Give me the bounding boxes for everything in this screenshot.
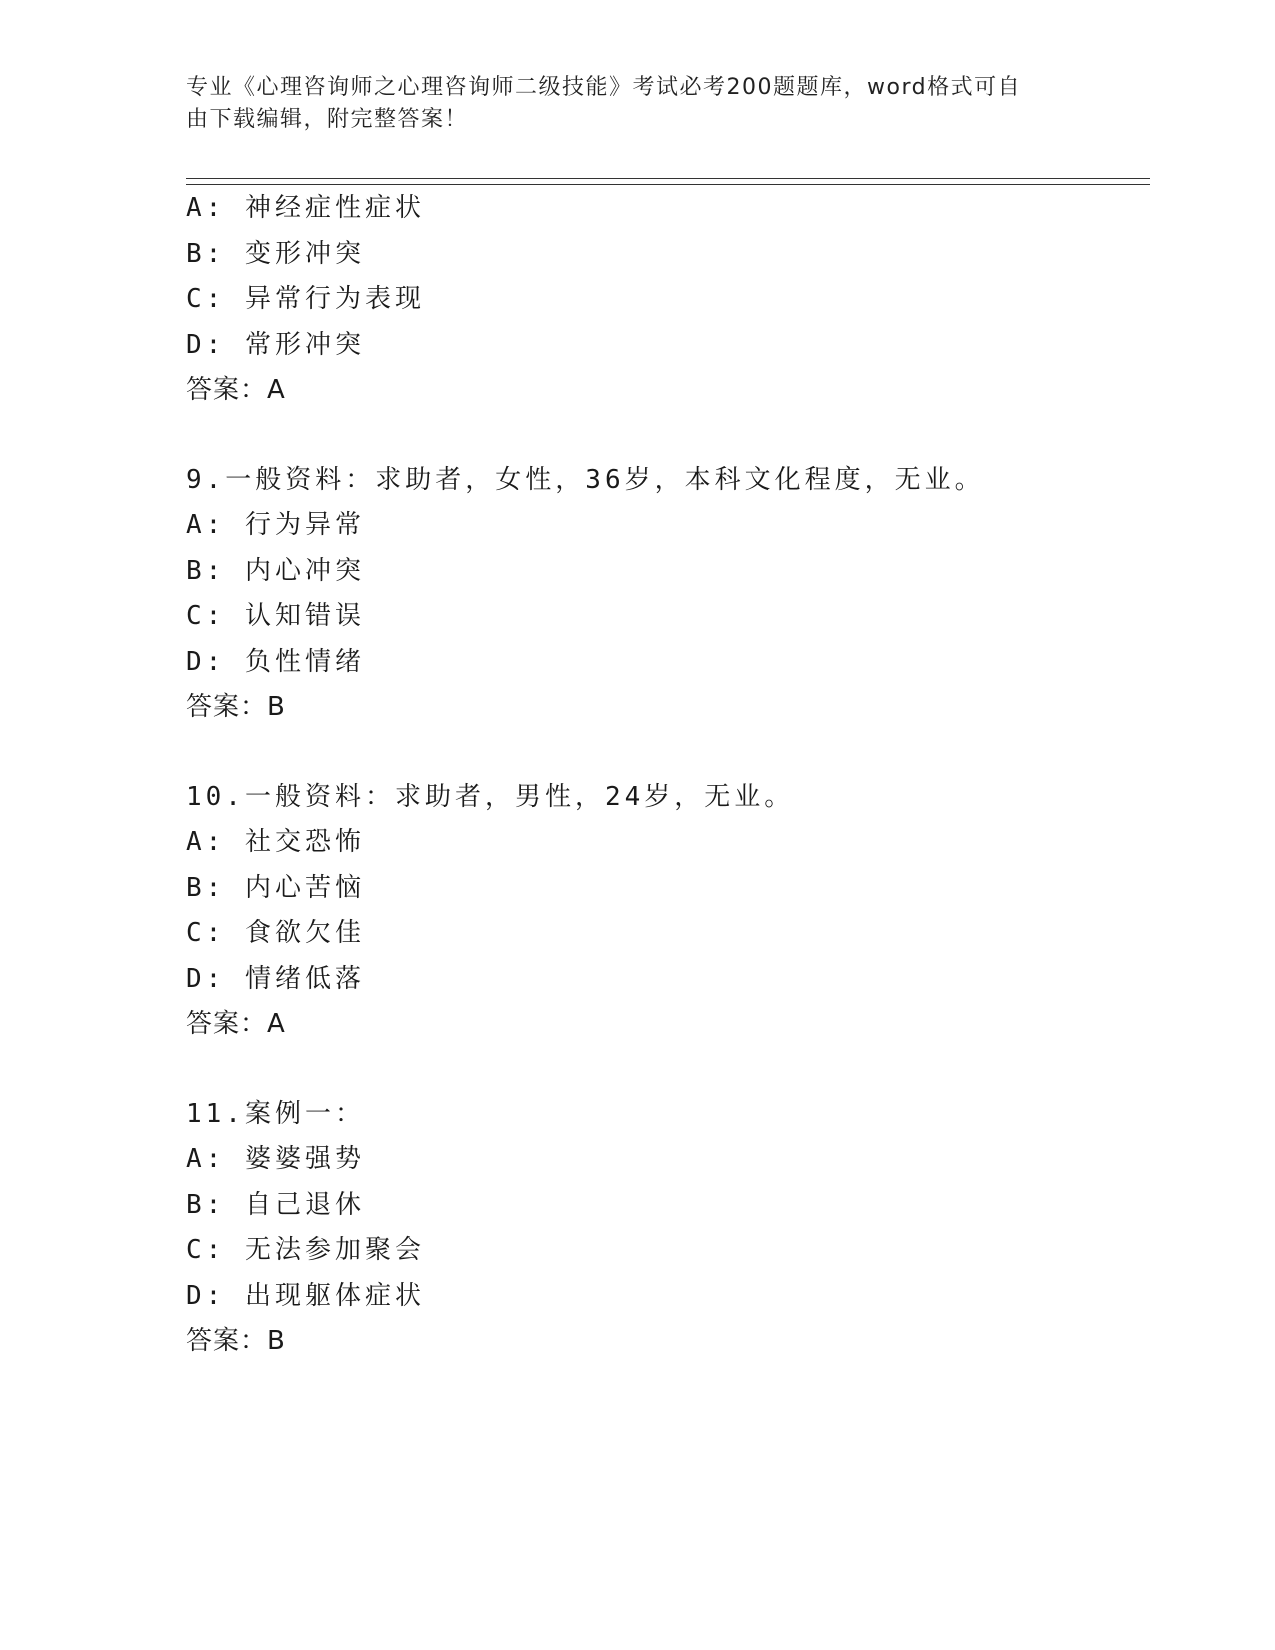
question-block-8 [186, 186, 1150, 414]
question-block-10 [186, 775, 1150, 1048]
question-list [186, 186, 1150, 1365]
option-c: C: 食欲欠佳 [186, 918, 365, 948]
answer-line: 答案：A [186, 1009, 286, 1039]
option-c: C: 无法参加聚会 [186, 1235, 425, 1265]
option-a: A: 行为异常 [186, 510, 365, 540]
question-stem: 9.一般资料：求助者，女性，36岁，本科文化程度，无业。 [186, 464, 985, 495]
question-block-11 [186, 1092, 1150, 1365]
answer-line: 答案：B [186, 692, 286, 722]
header-line-2: 由下载编辑，附完整答案！ [186, 107, 469, 132]
option-b: B: 变形冲突 [186, 238, 365, 269]
option-b: B: 内心冲突 [186, 555, 365, 586]
question-stem: 11.案例一： [186, 1098, 365, 1129]
header-divider [186, 178, 1150, 185]
header-line-1: 专业《心理咨询师之心理咨询师二级技能》考试必考200题题库，word格式可自 [186, 75, 1022, 100]
option-d: D: 常形冲突 [186, 329, 365, 360]
answer-line: 答案：A [186, 375, 286, 405]
option-a: A: 婆婆强势 [186, 1144, 365, 1174]
option-a: A: 社交恐怖 [186, 827, 365, 857]
option-a: A: 神经症性症状 [186, 193, 425, 223]
option-b: B: 自己退休 [186, 1189, 365, 1220]
option-c: C: 认知错误 [186, 601, 365, 631]
option-d: D: 出现躯体症状 [186, 1280, 425, 1311]
answer-line: 答案：B [186, 1326, 286, 1356]
option-b: B: 内心苦恼 [186, 872, 365, 903]
document-header [186, 72, 1066, 136]
option-d: D: 负性情绪 [186, 646, 365, 677]
question-stem: 10.一般资料：求助者，男性，24岁，无业。 [186, 781, 795, 812]
option-c: C: 异常行为表现 [186, 284, 425, 314]
question-block-9 [186, 458, 1150, 731]
option-d: D: 情绪低落 [186, 963, 365, 994]
